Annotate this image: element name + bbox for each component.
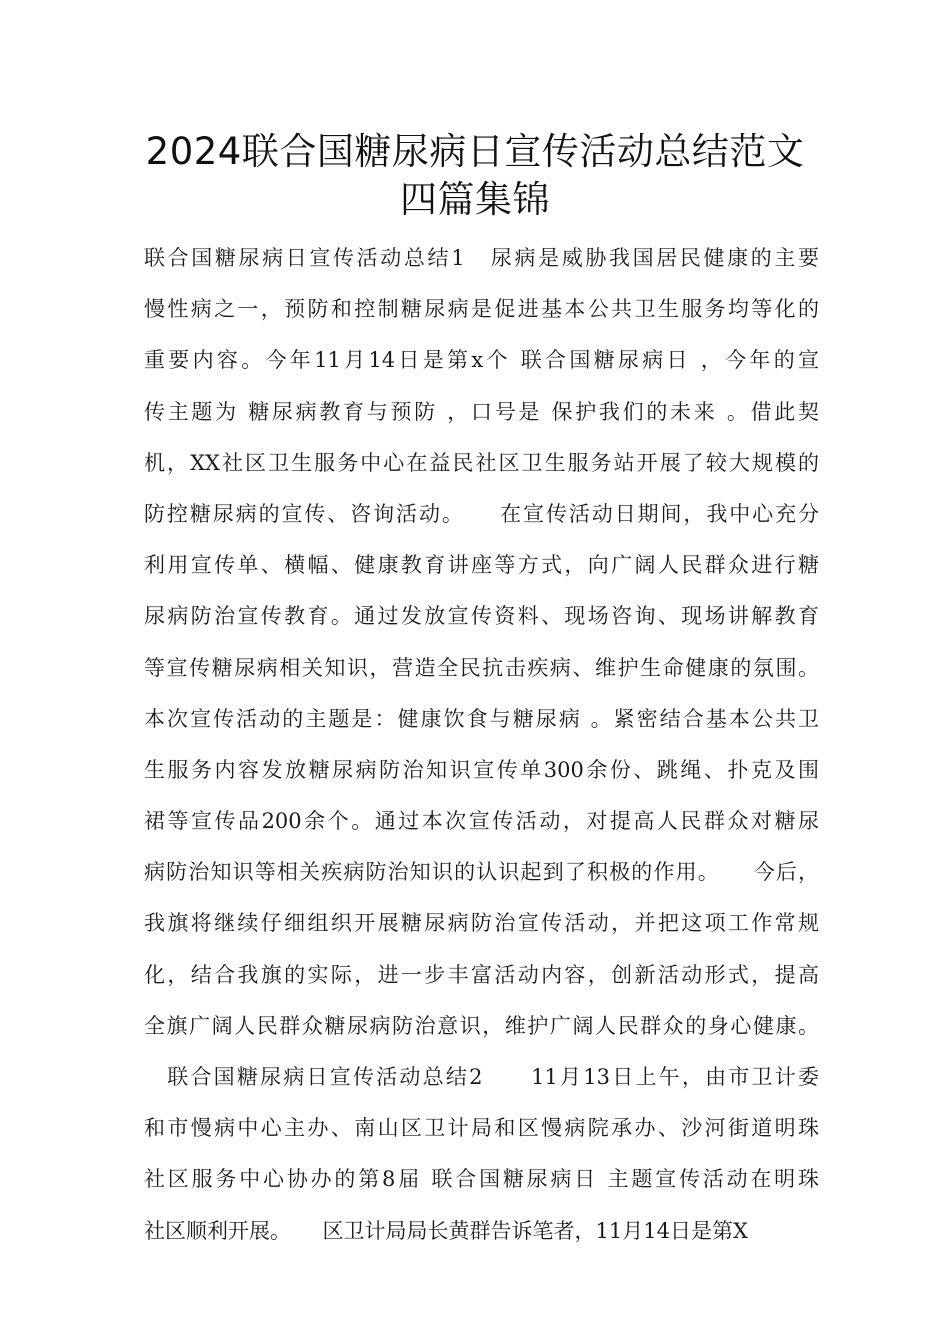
title-line-2: 四篇集锦 (400, 178, 550, 221)
document-title (100, 128, 850, 224)
title-line-1: 2024联合国糖尿病日宣传活动总结范文 (145, 130, 805, 173)
body-line: 社区服务中心协办的第8届 联合国糖尿病日 主题宣传活动在明珠 (144, 1167, 819, 1192)
body-line: 等宣传糖尿病相关知识，营造全民抗击疾病、维护生命健康的氛围。 (144, 655, 819, 680)
body-line: 本次宣传活动的主题是：健康饮食与糖尿病 。紧密结合基本公共卫 (144, 706, 819, 731)
body-line: 联合国糖尿病日宣传活动总结2 11月13日上午，由市卫计委 (144, 1065, 819, 1089)
document-body (144, 233, 819, 1257)
body-line: 尿病防治宣传教育。通过发放宣传资料、现场咨询、现场讲解教育 (144, 604, 819, 629)
body-line: 慢性病之一，预防和控制糖尿病是促进基本公共卫生服务均等化的 (144, 297, 819, 322)
body-line: 利用宣传单、横幅、健康教育讲座等方式，向广阔人民群众进行糖 (144, 553, 819, 578)
body-line: 传主题为 糖尿病教育与预防 ，口号是 保护我们的未来 。借此契 (144, 399, 819, 424)
body-line: 和市慢病中心主办、南山区卫计局和区慢病院承办、沙河街道明珠 (144, 1116, 819, 1141)
body-line: 病防治知识等相关疾病防治知识的认识起到了积极的作用。 今后， (144, 860, 819, 885)
body-line: 我旗将继续仔细组织开展糖尿病防治宣传活动，并把这项工作常规 (144, 911, 819, 936)
body-line: 生服务内容发放糖尿病防治知识宣传单300余份、跳绳、扑克及围 (144, 757, 819, 782)
body-line: 裙等宣传品200余个。通过本次宣传活动，对提高人民群众对糖尿 (144, 809, 819, 834)
body-line: 联合国糖尿病日宣传活动总结1 尿病是威胁我国居民健康的主要 (144, 246, 819, 270)
body-line: 重要内容。今年11月14日是第x个 联合国糖尿病日 ，今年的宣 (144, 348, 819, 373)
body-line: 机，XX社区卫生服务中心在益民社区卫生服务站开展了较大规模的 (144, 450, 819, 475)
body-line: 防控糖尿病的宣传、咨询活动。 在宣传活动日期间，我中心充分 (144, 501, 819, 526)
body-line: 社区顺利开展。 区卫计局局长黄群告诉笔者，11月14日是第X (144, 1218, 748, 1243)
body-line: 全旗广阔人民群众糖尿病防治意识，维护广阔人民群众的身心健康。 (144, 1013, 819, 1038)
body-line: 化，结合我旗的实际，进一步丰富活动内容，创新活动形式，提高 (144, 962, 819, 987)
